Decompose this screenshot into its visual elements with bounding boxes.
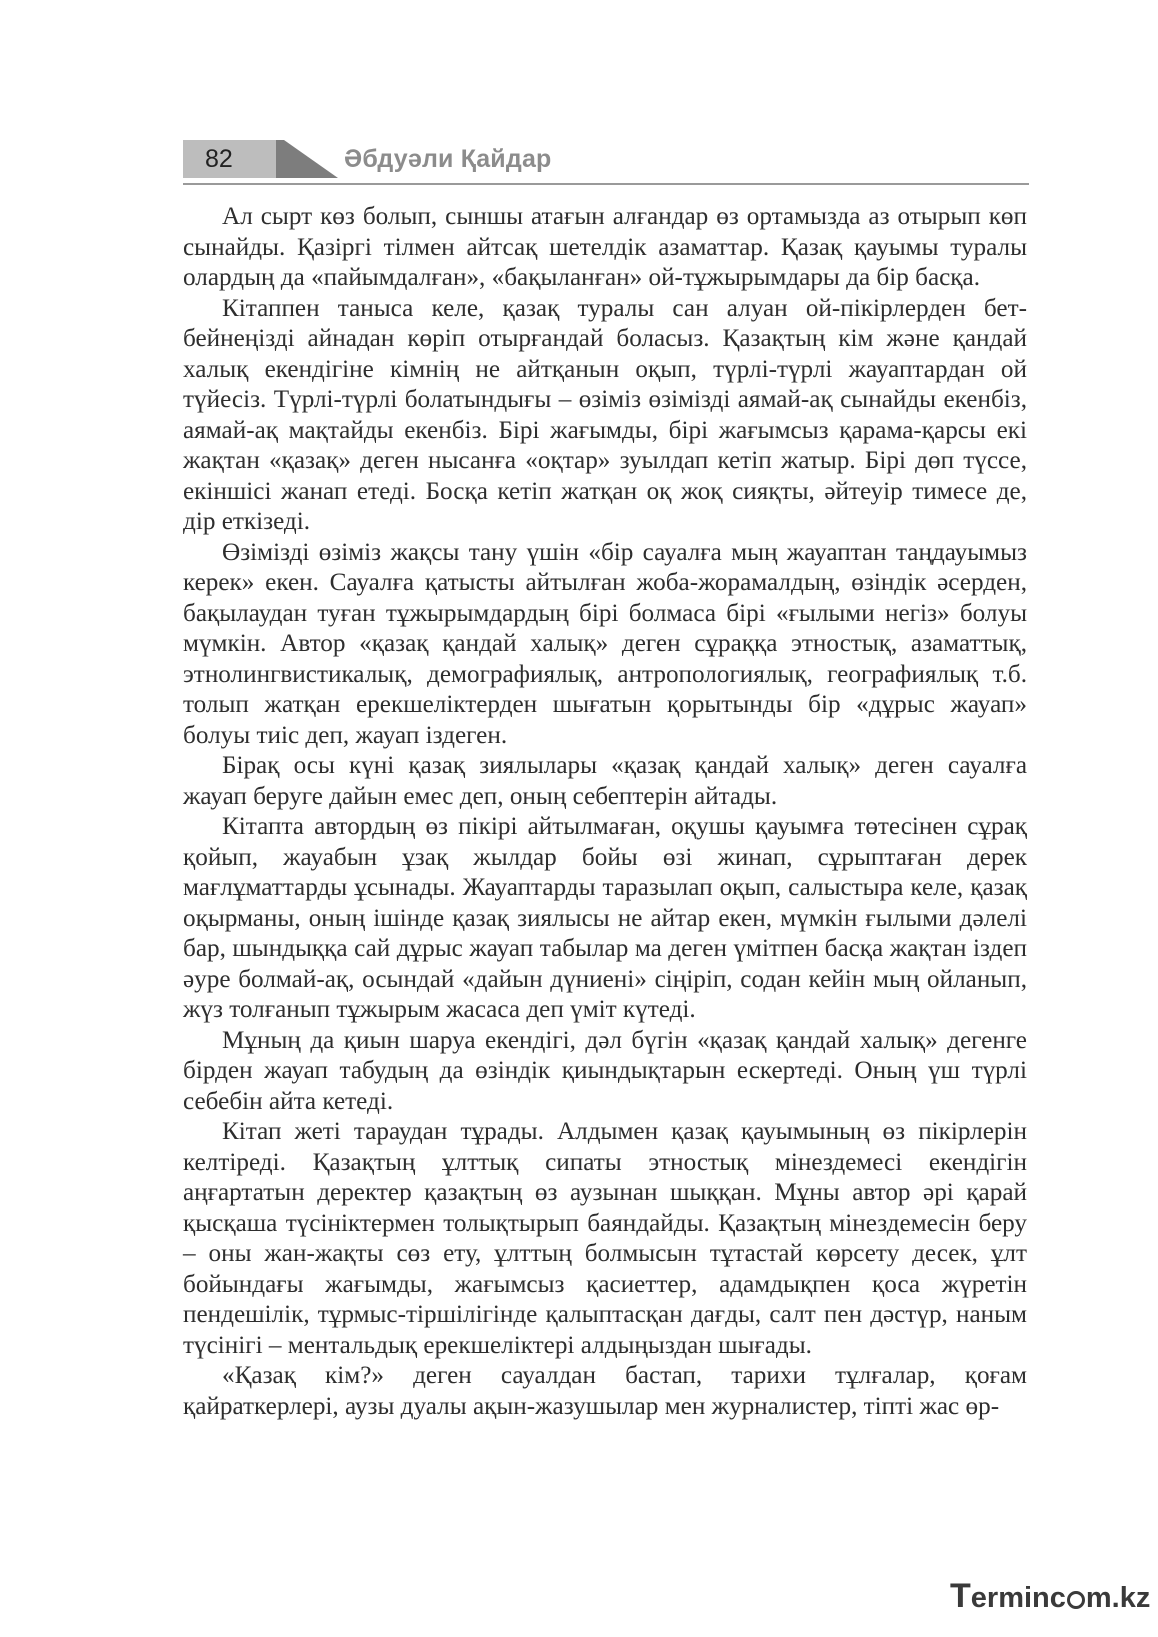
paragraph-5: Кітапта автордың өз пікірі айтылмаған, оқушы қауымға төтесінен сұрақ қойып, жауабын ұзақ жылдар бойы өзі жинап, сұрыптаған дерек мағлұматтарды ұсынады. Жауаптарды таразылап оқып, салыстыра келе, қазақ оқырманы, оның ішінде қазақ зиялысы не айтар екен, мүмкін ғылыми дәлелі бар, шындыққа сай дұрыс жауап табылар ма деген үмітпен басқа жақтан іздеп әуре болмай-ақ, осындай «дайын дүниені» сіңіріп, содан кейін мың ойланып, жүз толғанып тұжырым жасаса деп үміт күтеді.: [183, 813, 1027, 1023]
header-wedge-graphic: [276, 140, 338, 178]
header-rule: [183, 183, 1029, 185]
watermark-text-middle: erminc: [970, 1582, 1066, 1614]
paragraph-2: Кітаппен таныса келе, қазақ туралы сан алуан ой-пікірлерден бет-бейнеңізді айнадан көріп отырғандай боласыз. Қазақтың кім және қандай халық екендігіне кімнің не айтқанын оқып, түрлі-түрлі жауаптардан ой түйесіз. Түрлі-түрлі болатындығы – өзіміз өзімізді аямай-ақ сынайды екенбіз, аямай-ақ мақтайды екенбіз. Бірі жағымды, бірі жағымсыз қарама-қарсы екі жақтан «қазақ» деген нысанға «оқтар» зуылдап кетіп жатыр. Бірі дөп түссе, екіншісі жанап етеді. Босқа кетіп жатқан оқ жоқ сияқты, әйтеуір тимесе де, дір еткізеді.: [183, 294, 1027, 535]
page-number-box: [183, 140, 276, 178]
termincom-watermark: [950, 1577, 1150, 1627]
body-text: [183, 202, 1027, 1422]
paragraph-6: Мұның да қиын шаруа екендігі, дәл бүгін «қазақ қандай халық» дегенге бірден жауап табудың да өзіндік қиындықтарын ескертеді. Оның үш түрлі себебін айта кетеді.: [183, 1026, 1027, 1115]
watermark-t-letter: T: [950, 1577, 971, 1615]
paragraph-4: Бірақ осы күні қазақ зиялылары «қазақ қандай халық» деген сауалға жауап беруге дайын емес деп, оның себептерін айтады.: [183, 752, 1027, 810]
paragraph-3: Өзімізді өзіміз жақсы тану үшін «бір сауалға мың жауаптан таңдауымыз керек» екен. Сауалға қатысты айтылған жоба-жорамалдың, өзіндік әсерден, бақылаудан туған тұжырымдардың бірі болмаса бірі «ғылыми негіз» болуы мүмкін. Автор «қазақ қандай халық» деген сұраққа этностық, азаматтық, этнолингвистикалық, демографиялық, антропологиялық, географиялық т.б. толып жатқан ерекшеліктерден шығатын қорытынды бір «дұрыс жауап» болуы тиіс деп, жауап іздеген.: [183, 538, 1027, 749]
paragraph-7: Кітап жеті тараудан тұрады. Алдымен қазақ қауымының өз пікірлерін келтіреді. Қазақтың ұлттық сипаты этностық мінездемесі екендігін аңғартатын деректер қазақтың өз аузынан шыққан. Мұны автор әрі қарай қысқаша түсініктермен толықтырып баяндайды. Қазақтың мінездемесін беру – оны жан-жақты сөз ету, ұлттың болмысын тұтастай көрсету десек, ұлт бойындағы жағымды, жағымсыз қасиеттер, адамдықпен қоса жүретін пендешілік, тұрмыс-тіршілігінде қалыптасқан дағды, салт пен дәстүр, наным түсінігі – ментальдық ерекшеліктері алдыңыздан шығады.: [183, 1118, 1027, 1359]
running-header: [183, 137, 1029, 189]
paragraph-1: Ал сырт көз болып, сыншы атағын алғандар өз ортамызда аз отырып көп сынайды. Қазіргі тілмен айтсақ шетелдік азаматтар. Қазақ қауымы туралы олардың да «пайымдалған», «бақыланған» ой-тұжырымдары да бір басқа.: [183, 203, 1027, 291]
running-header-author: Әбдуәли Қайдар: [344, 145, 552, 173]
magnifier-icon: [1067, 1591, 1085, 1609]
page-number: 82: [205, 145, 233, 173]
paragraph-8: «Қазақ кім?» деген сауалдан бастап, тарихи тұлғалар, қоғам қайраткерлері, аузы дуалы ақын-жазушылар мен журналистер, тіпті жас өр-: [183, 1362, 1027, 1420]
watermark-text-suffix: m.kz: [1085, 1582, 1151, 1614]
